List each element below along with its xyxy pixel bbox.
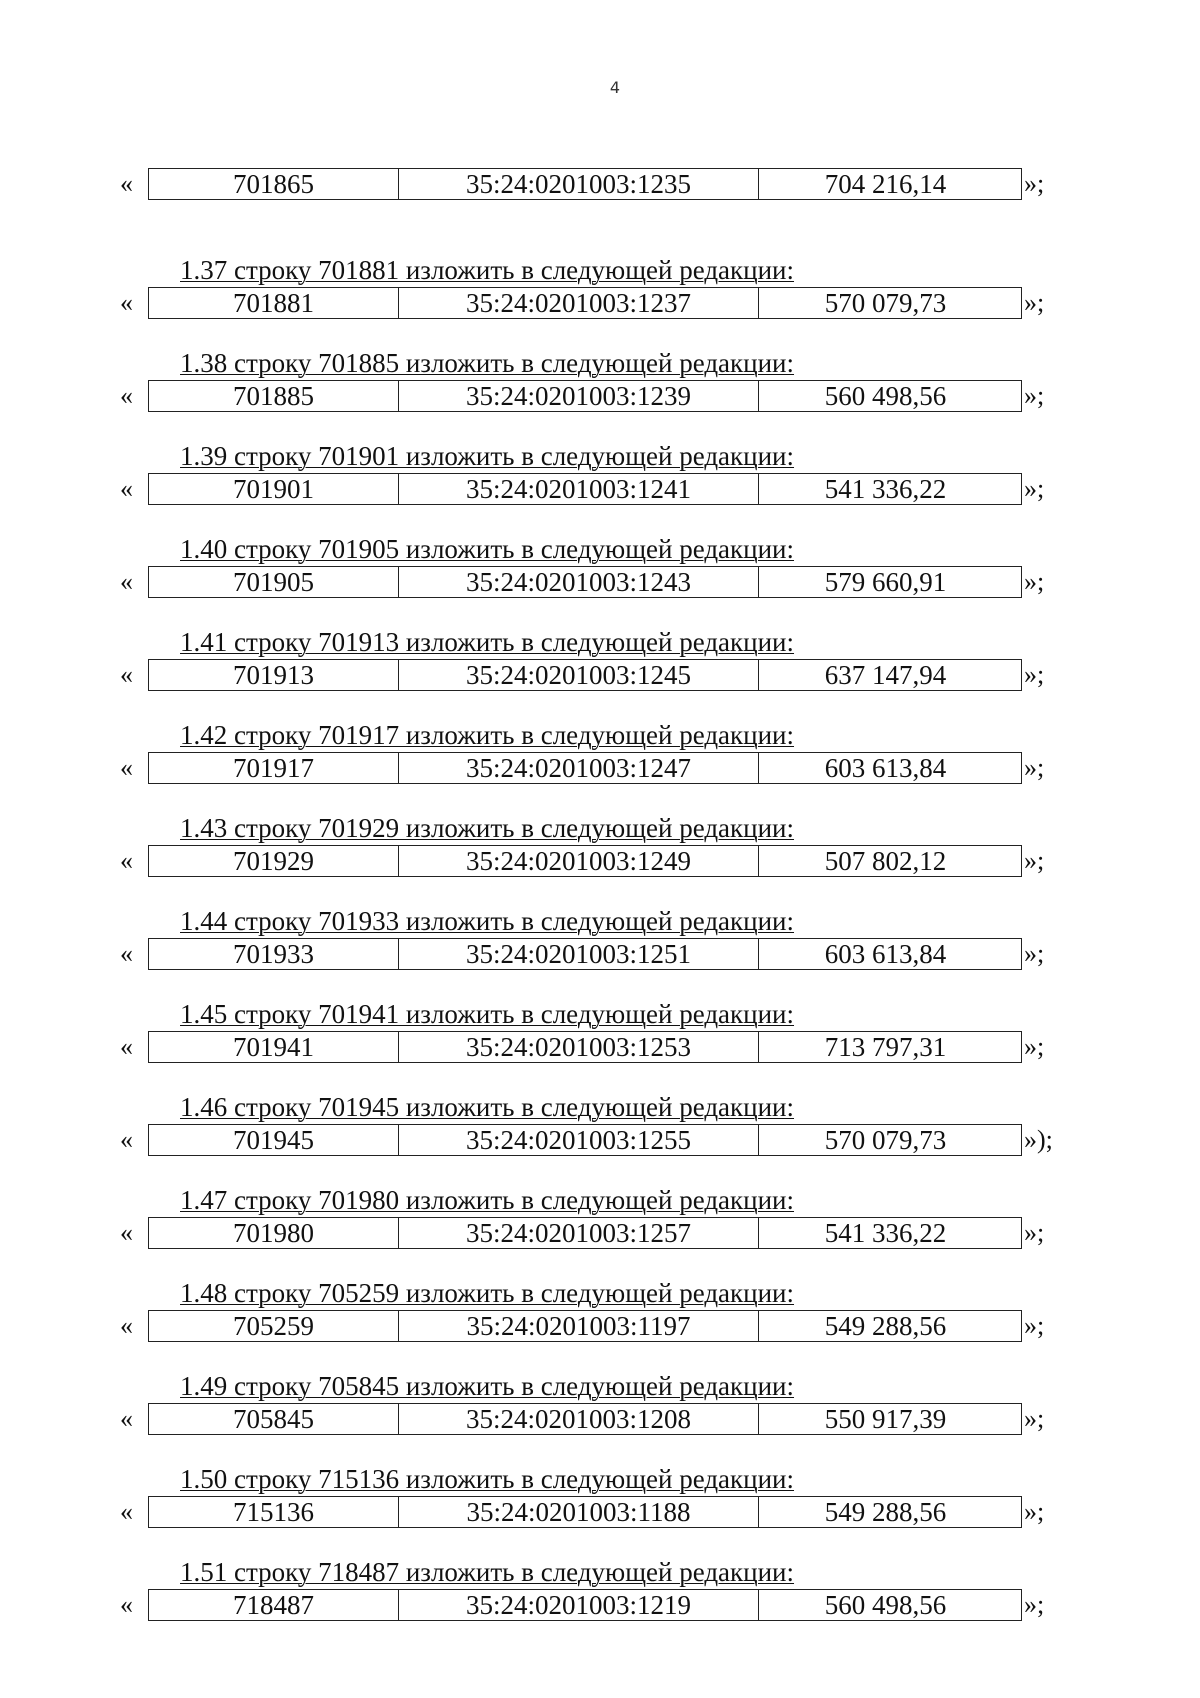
amendment-entry <box>0 441 1200 540</box>
row-table <box>148 1403 1022 1435</box>
page-number: 4 <box>609 78 621 97</box>
row-cadastral-number: 35:24:0201003:1255 <box>399 1125 759 1155</box>
open-quote: « <box>120 1218 133 1247</box>
open-quote: « <box>120 846 133 875</box>
close-quote: »; <box>1024 1404 1045 1433</box>
table-row <box>0 1496 1200 1528</box>
open-quote: « <box>120 1404 133 1433</box>
amendment-heading: 1.49 строку 705845 изложить в следующей редакции: <box>180 1371 795 1401</box>
row-code: 701980 <box>149 1218 399 1248</box>
table-row <box>0 1124 1200 1156</box>
row-table <box>148 566 1022 598</box>
row-amount: 560 498,56 <box>824 381 947 411</box>
row-cadastral-number: 35:24:0201003:1235 <box>399 169 759 199</box>
first-row-entry <box>0 168 1200 261</box>
amendment-heading: 1.43 строку 701929 изложить в следующей редакции: <box>180 813 795 843</box>
close-quote: »; <box>1024 1497 1045 1526</box>
open-quote: « <box>120 1125 133 1154</box>
row-table <box>148 473 1022 505</box>
amendment-entry <box>0 534 1200 633</box>
row-table <box>148 1217 1022 1249</box>
close-quote: »; <box>1024 474 1045 503</box>
open-quote: « <box>120 381 133 410</box>
row-code: 705845 <box>149 1404 399 1434</box>
row-cadastral-number: 35:24:0201003:1208 <box>399 1404 759 1434</box>
row-table <box>148 1124 1022 1156</box>
row-cadastral-number: 35:24:0201003:1245 <box>399 660 759 690</box>
row-table <box>148 1496 1022 1528</box>
open-quote: « <box>120 1311 133 1340</box>
close-quote: »; <box>1024 567 1045 596</box>
row-table <box>148 659 1022 691</box>
row-code: 701901 <box>149 474 399 504</box>
amendment-entry <box>0 813 1200 912</box>
table-row <box>0 168 1200 200</box>
open-quote: « <box>120 1497 133 1526</box>
row-amount: 560 498,56 <box>824 1590 947 1620</box>
close-quote: »; <box>1024 1218 1045 1247</box>
row-cadastral-number: 35:24:0201003:1197 <box>399 1311 759 1341</box>
amendment-entry <box>0 1371 1200 1470</box>
open-quote: « <box>120 567 133 596</box>
row-code: 701905 <box>149 567 399 597</box>
table-row <box>0 938 1200 970</box>
row-code: 701945 <box>149 1125 399 1155</box>
table-row <box>0 659 1200 691</box>
amendment-entry <box>0 720 1200 819</box>
row-table <box>148 1310 1022 1342</box>
amendment-heading: 1.38 строку 701885 изложить в следующей редакции: <box>180 348 795 378</box>
amendment-heading: 1.45 строку 701941 изложить в следующей редакции: <box>180 999 795 1029</box>
close-quote: »; <box>1024 846 1045 875</box>
row-amount: 579 660,91 <box>824 567 947 597</box>
row-cadastral-number: 35:24:0201003:1247 <box>399 753 759 783</box>
open-quote: « <box>120 660 133 689</box>
row-amount: 549 288,56 <box>824 1311 947 1341</box>
close-quote: »); <box>1024 1125 1053 1154</box>
table-row <box>0 566 1200 598</box>
document-body <box>0 168 1200 1656</box>
close-quote: »; <box>1024 660 1045 689</box>
open-quote: « <box>120 169 133 198</box>
row-cadastral-number: 35:24:0201003:1241 <box>399 474 759 504</box>
table-row <box>0 752 1200 784</box>
row-table <box>148 380 1022 412</box>
row-cadastral-number: 35:24:0201003:1237 <box>399 288 759 318</box>
row-table <box>148 845 1022 877</box>
table-row <box>0 1310 1200 1342</box>
row-code: 701917 <box>149 753 399 783</box>
row-code: 705259 <box>149 1311 399 1341</box>
amendment-heading: 1.37 строку 701881 изложить в следующей редакции: <box>180 255 795 285</box>
row-cadastral-number: 35:24:0201003:1251 <box>399 939 759 969</box>
row-amount: 541 336,22 <box>824 474 947 504</box>
amendment-entry <box>0 627 1200 726</box>
amendment-entry <box>0 1557 1200 1656</box>
row-amount: 570 079,73 <box>824 288 947 318</box>
amendment-heading: 1.39 строку 701901 изложить в следующей редакции: <box>180 441 795 471</box>
table-row <box>0 473 1200 505</box>
row-cadastral-number: 35:24:0201003:1243 <box>399 567 759 597</box>
open-quote: « <box>120 939 133 968</box>
amendment-entry <box>0 1092 1200 1191</box>
open-quote: « <box>120 753 133 782</box>
table-row <box>0 380 1200 412</box>
amendment-heading: 1.41 строку 701913 изложить в следующей редакции: <box>180 627 795 657</box>
row-cadastral-number: 35:24:0201003:1239 <box>399 381 759 411</box>
amendment-entry <box>0 1278 1200 1377</box>
row-amount: 549 288,56 <box>824 1497 947 1527</box>
close-quote: »; <box>1024 939 1045 968</box>
amendment-heading: 1.51 строку 718487 изложить в следующей редакции: <box>180 1557 795 1587</box>
row-table <box>148 287 1022 319</box>
amendment-heading: 1.50 строку 715136 изложить в следующей редакции: <box>180 1464 795 1494</box>
open-quote: « <box>120 1590 133 1619</box>
close-quote: »; <box>1024 288 1045 317</box>
row-code: 701941 <box>149 1032 399 1062</box>
open-quote: « <box>120 474 133 503</box>
row-amount: 704 216,14 <box>824 169 947 199</box>
table-row <box>0 1031 1200 1063</box>
amendment-heading: 1.48 строку 705259 изложить в следующей редакции: <box>180 1278 795 1308</box>
row-code: 701881 <box>149 288 399 318</box>
row-cadastral-number: 35:24:0201003:1249 <box>399 846 759 876</box>
row-table <box>148 938 1022 970</box>
row-amount: 713 797,31 <box>824 1032 947 1062</box>
close-quote: »; <box>1024 381 1045 410</box>
close-quote: »; <box>1024 753 1045 782</box>
row-amount: 541 336,22 <box>824 1218 947 1248</box>
table-row <box>0 287 1200 319</box>
row-table <box>148 1589 1022 1621</box>
amendment-entry <box>0 255 1200 354</box>
row-code: 701933 <box>149 939 399 969</box>
row-cadastral-number: 35:24:0201003:1219 <box>399 1590 759 1620</box>
amendment-entry <box>0 999 1200 1098</box>
row-table <box>148 1031 1022 1063</box>
amendment-entry <box>0 1464 1200 1563</box>
open-quote: « <box>120 288 133 317</box>
amendment-heading: 1.47 строку 701980 изложить в следующей редакции: <box>180 1185 795 1215</box>
amendment-heading: 1.40 строку 701905 изложить в следующей редакции: <box>180 534 795 564</box>
amendment-heading: 1.46 строку 701945 изложить в следующей редакции: <box>180 1092 795 1122</box>
row-amount: 507 802,12 <box>824 846 947 876</box>
row-cadastral-number: 35:24:0201003:1257 <box>399 1218 759 1248</box>
open-quote: « <box>120 1032 133 1061</box>
close-quote: »; <box>1024 1590 1045 1619</box>
table-row <box>0 1589 1200 1621</box>
table-row <box>0 1403 1200 1435</box>
table-row <box>0 845 1200 877</box>
row-code: 701913 <box>149 660 399 690</box>
row-code: 718487 <box>149 1590 399 1620</box>
row-table <box>148 752 1022 784</box>
amendment-entry <box>0 1185 1200 1284</box>
row-code: 715136 <box>149 1497 399 1527</box>
row-code: 701865 <box>149 169 399 199</box>
row-amount: 603 613,84 <box>824 939 947 969</box>
row-amount: 603 613,84 <box>824 753 947 783</box>
row-code: 701929 <box>149 846 399 876</box>
row-cadastral-number: 35:24:0201003:1188 <box>399 1497 759 1527</box>
close-quote: »; <box>1024 1311 1045 1340</box>
amendment-entry <box>0 906 1200 1005</box>
row-code: 701885 <box>149 381 399 411</box>
row-cadastral-number: 35:24:0201003:1253 <box>399 1032 759 1062</box>
amendment-heading: 1.42 строку 701917 изложить в следующей редакции: <box>180 720 795 750</box>
row-amount: 550 917,39 <box>824 1404 947 1434</box>
close-quote: »; <box>1024 1032 1045 1061</box>
table-row <box>0 1217 1200 1249</box>
amendment-entry <box>0 348 1200 447</box>
amendment-heading: 1.44 строку 701933 изложить в следующей редакции: <box>180 906 795 936</box>
close-quote: »; <box>1024 169 1045 198</box>
row-table <box>148 168 1022 200</box>
row-amount: 637 147,94 <box>824 660 947 690</box>
row-amount: 570 079,73 <box>824 1125 947 1155</box>
